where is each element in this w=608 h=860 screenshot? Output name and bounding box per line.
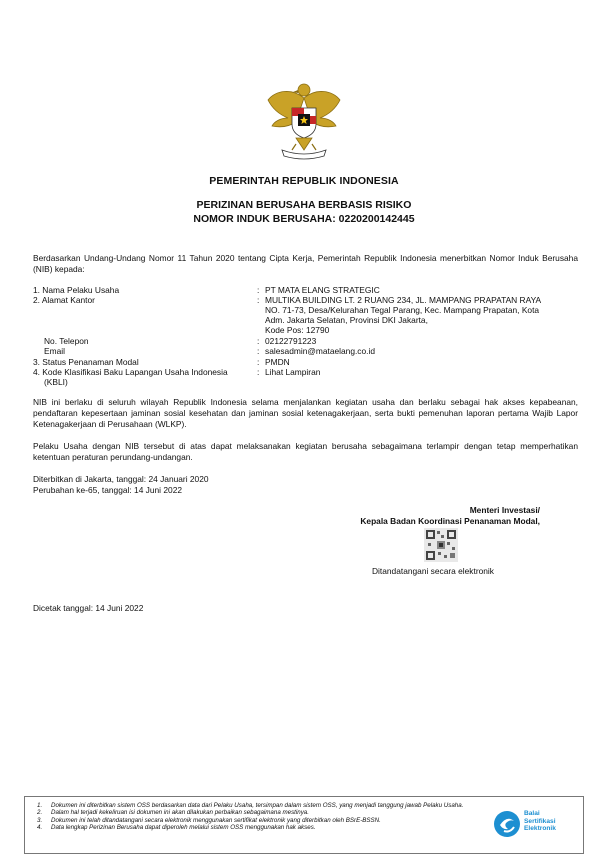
- qr-code-icon: [424, 528, 458, 562]
- field-label-email: Email: [44, 346, 65, 356]
- field-value-telepon: 02122791223: [265, 336, 317, 346]
- colon: :: [257, 285, 260, 295]
- field-value-alamat-4: Kode Pos: 12790: [265, 325, 330, 335]
- field-value-kbli: Lihat Lampiran: [265, 367, 321, 377]
- issued-date: Diterbitkan di Jakarta, tanggal: 24 Januari 2020: [33, 474, 209, 484]
- intro-paragraph: Berdasarkan Undang-Undang Nomor 11 Tahun 2020 tentang Cipta Kerja, Pemerintah Republik Indonesia menerbitkan Nomor Induk Berusaha (NIB) kepada:: [33, 253, 578, 274]
- colon: :: [257, 367, 260, 377]
- printed-date: Dicetak tanggal: 14 Juni 2022: [33, 603, 144, 613]
- colon: :: [257, 295, 260, 305]
- colon: :: [257, 346, 260, 356]
- colon: :: [257, 357, 260, 367]
- bsre-logo-icon: [492, 809, 522, 839]
- field-value-alamat-2: NO. 71-73, Desa/Kelurahan Tegal Parang, Kec. Mampang Prapatan, Kota: [265, 305, 540, 315]
- field-value-status: PMDN: [265, 357, 290, 367]
- field-value-nama: PT MATA ELANG STRATEGIC: [265, 285, 380, 295]
- field-value-email: salesadmin@mataelang.co.id: [265, 346, 375, 356]
- field-label-kbli-2: (KBLI): [44, 377, 68, 387]
- field-label-alamat: 2. Alamat Kantor: [33, 295, 95, 305]
- field-value-alamat-3: Adm. Jakarta Selatan, Provinsi DKI Jakarta,: [265, 315, 428, 325]
- footer-note: 1. Dokumen ini diterbitkan sistem OSS berdasarkan data dari Pelaku Usaha, tersimpan dalam sistem OSS, yang menjadi tanggung jawab Pelaku Usaha.: [37, 802, 464, 809]
- footer-notes-box: [24, 796, 584, 854]
- activity-paragraph: Pelaku Usaha dengan NIB tersebut di atas dapat melaksanakan kegiatan berusaha sebagaimana terlampir dengan tetap memperhatikan ketentuan peraturan perundang-undangan.: [33, 441, 578, 462]
- garuda-emblem-icon: [262, 78, 346, 162]
- document-title: PERIZINAN BERUSAHA BERBASIS RISIKO: [196, 199, 412, 211]
- bsre-label-1: Balai: [524, 810, 540, 817]
- footer-note: 4. Data lengkap Perizinan Berusaha dapat diperoleh melalui sistem OSS menggunakan hak akses.: [37, 824, 316, 832]
- nib-number: NOMOR INDUK BERUSAHA: 0220200142445: [193, 213, 415, 225]
- field-label-nama: 1. Nama Pelaku Usaha: [33, 285, 120, 295]
- field-label-telepon: No. Telepon: [44, 336, 89, 346]
- footer-note: 2. Dalam hal terjadi kekeliruan isi dokumen ini akan dilakukan perbaikan sebagaimana mestinya.: [37, 809, 309, 817]
- footer-notes: [37, 802, 487, 832]
- footer-note: 3. Dokumen ini telah ditandatangani secara elektronik menggunakan sertifikat elektronik yang diterbitkan oleh BSrE-BSSN.: [37, 816, 381, 824]
- validity-paragraph: NIB ini berlaku di seluruh wilayah Republik Indonesia selama menjalankan kegiatan usaha dan berlaku sebagai hak akses kepabeanan, pendaftaran kepesertaan jaminan sosial kesehatan dan jaminan sosial ketenagakerjaan, serta bukti pemenuhan laporan pertama Wajib Lapor Ketenagakerjaan di Perusahaan (WLKP).: [33, 397, 578, 429]
- government-heading: PEMERINTAH REPUBLIK INDONESIA: [209, 175, 399, 187]
- field-label-kbli: 4. Kode Klasifikasi Baku Lapangan Usaha Indonesia: [33, 367, 228, 377]
- signer-title-2: Kepala Badan Koordinasi Penanaman Modal,: [360, 516, 540, 526]
- colon: :: [257, 336, 260, 346]
- signer-title-1: Menteri Investasi/: [469, 505, 540, 515]
- electronic-signature-note: Ditandatangani secara elektronik: [372, 566, 494, 576]
- bsre-label-2: Sertifikasi: [524, 817, 556, 825]
- field-value-alamat-1: MULTIKA BUILDING LT. 2 RUANG 234, JL. MAMPANG PRAPATAN RAYA: [265, 295, 542, 305]
- bsre-logo: [492, 807, 578, 845]
- field-label-status: 3. Status Penanaman Modal: [33, 357, 139, 367]
- change-date: Perubahan ke-65, tanggal: 14 Juni 2022: [33, 485, 183, 495]
- bsre-label-3: Elektronik: [524, 825, 556, 833]
